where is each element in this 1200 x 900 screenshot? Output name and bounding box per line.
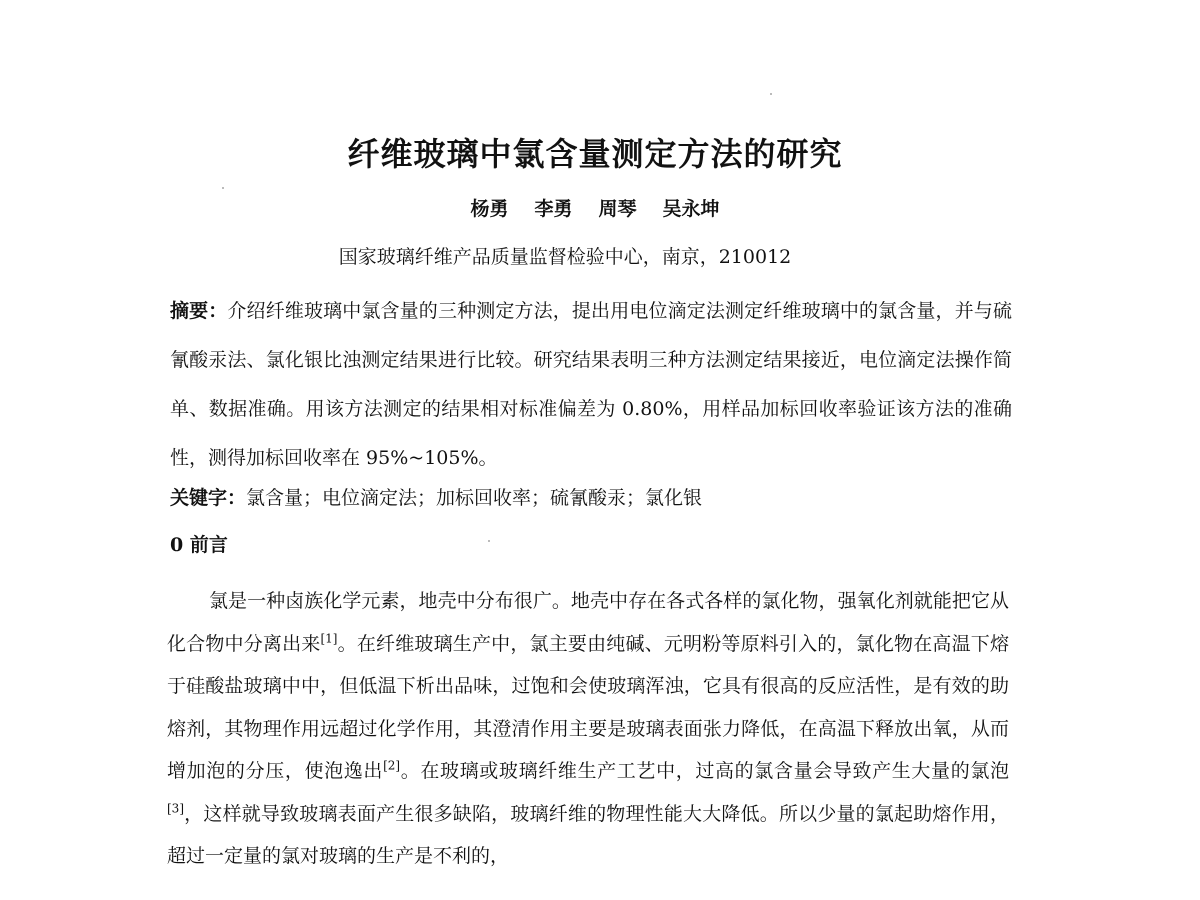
keywords-text: 氯含量；电位滴定法；加标回收率；硫氰酸汞；氯化银: [246, 487, 703, 509]
author-name: 李勇: [534, 198, 573, 220]
scan-speck: [488, 540, 490, 542]
body-paragraph: [167, 580, 1009, 878]
paragraph-text: 。在纤维玻璃生产中，氯主要由纯碱、元明粉等原料引入的，氯化物在高温下熔于硅酸盐玻璃中中，但低温下析出品味，过饱和会使玻璃浑浊，它具有很高的反应活性，是有效的助熔剂，其物理作用远超过化学作用，其澄清作用主要是玻璃表面张力降低，在高温下释放出氧，从而增加泡的分压，使泡逸出: [167, 632, 1009, 782]
keywords: [170, 482, 1012, 514]
scan-speck: [770, 93, 772, 95]
author-name: 吴永坤: [662, 198, 720, 220]
citation-ref: [1]: [320, 631, 338, 646]
abstract-label: 摘要：: [170, 300, 228, 322]
author-name: 杨勇: [470, 198, 509, 220]
keywords-label: 关键字：: [170, 487, 247, 509]
citation-ref: [2]: [383, 758, 401, 773]
paragraph-text: 氯是一种卤族化学元素，地壳中分布很广。地壳中存在各式各样的氯化物，强氧化剂就能把它从化合物中分离出来: [167, 590, 1009, 655]
paper-title: 纤维玻璃中氯含量测定方法的研究: [347, 135, 843, 173]
abstract: [170, 287, 1012, 483]
author-list: [0, 194, 1190, 224]
paragraph-text: ，这样就导致玻璃表面产生很多缺陷，玻璃纤维的物理性能大大降低。所以少量的氯起助熔作用，超过一定量的氯对玻璃的生产是不利的，: [167, 802, 1009, 867]
paragraph-text: 。在玻璃或玻璃纤维生产工艺中，过高的氯含量会导致产生大量的氯泡: [400, 760, 1009, 782]
scan-speck: [222, 187, 224, 189]
author-affiliation: 国家玻璃纤维产品质量监督检验中心，南京，210012: [338, 246, 792, 268]
abstract-text: 介绍纤维玻璃中氯含量的三种测定方法，提出用电位滴定法测定纤维玻璃中的氯含量，并与硫氰酸汞法、氯化银比浊测定结果进行比较。研究结果表明三种方法测定结果接近，电位滴定法操作简单、数据准确。用该方法测定的结果相对标准偏差为 0.80%，用样品加标回收率验证该方法的准确性，测得加标回收率在 95%~105%。: [170, 300, 1012, 469]
section-heading: 0 前言: [170, 534, 228, 556]
citation-ref: [3]: [167, 801, 184, 816]
author-name: 周琴: [598, 198, 637, 220]
